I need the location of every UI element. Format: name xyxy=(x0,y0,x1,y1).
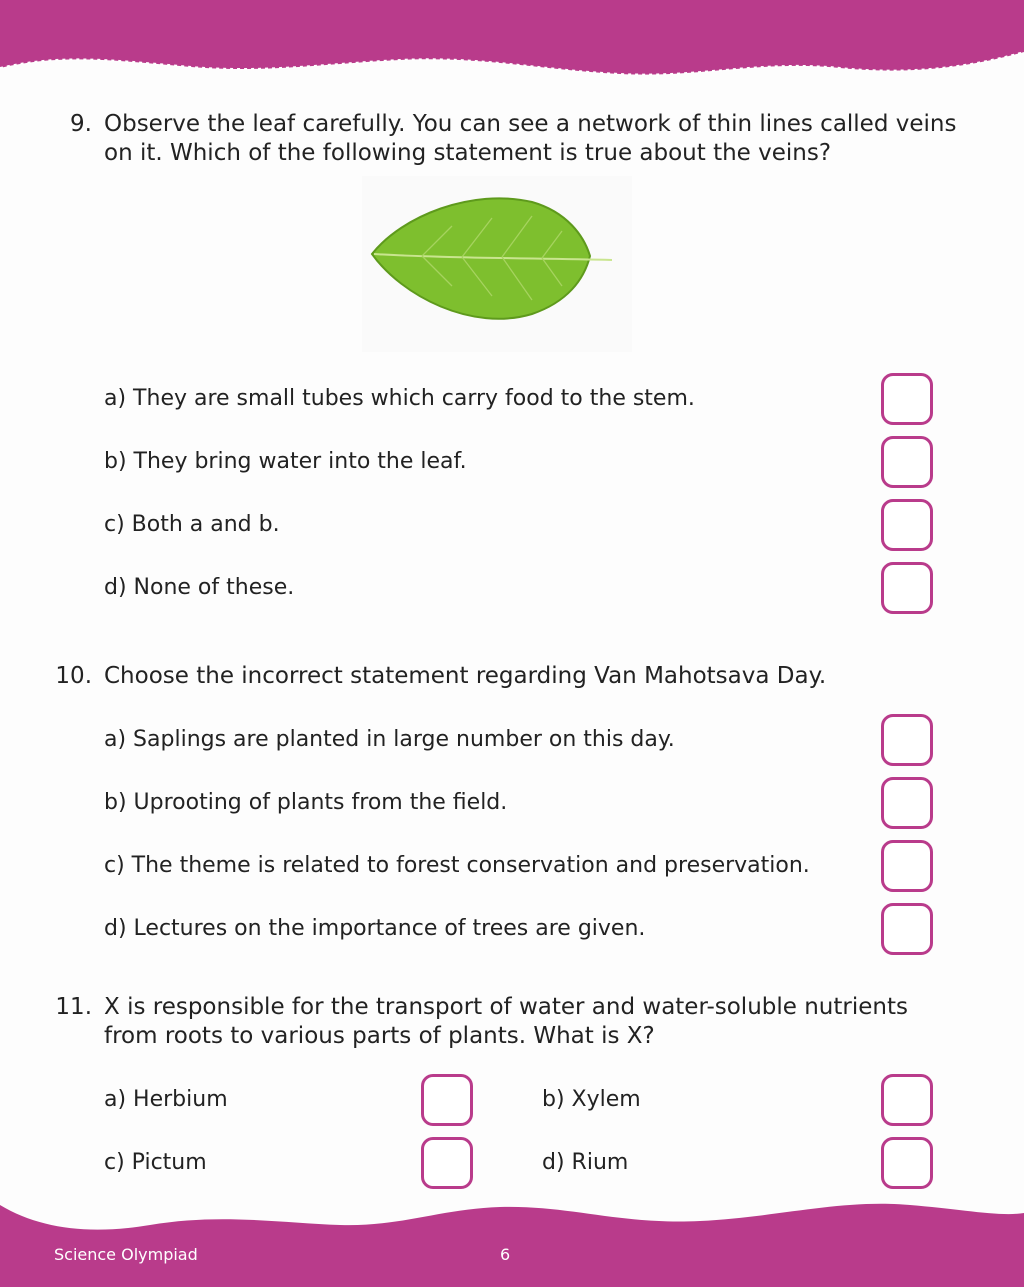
q11-option-a-checkbox[interactable] xyxy=(421,1074,473,1126)
footer-title: Science Olympiad xyxy=(54,1245,198,1264)
page-number: 6 xyxy=(500,1245,511,1264)
top-decorative-band xyxy=(0,0,1024,90)
q10-option-d: d) Lectures on the importance of trees are given. xyxy=(104,916,646,941)
question-9-text: Observe the leaf carefully. You can see a network of thin lines called veins on it. Which of the following statement is true about the veins? xyxy=(104,111,957,166)
leaf-icon xyxy=(362,176,632,352)
q10-option-a: a) Saplings are planted in large number on this day. xyxy=(104,727,675,752)
q9-option-a: a) They are small tubes which carry food to the stem. xyxy=(104,386,695,411)
q9-option-b: b) They bring water into the leaf. xyxy=(104,449,467,474)
q11-option-c-checkbox[interactable] xyxy=(421,1137,473,1189)
q9-option-d: d) None of these. xyxy=(104,575,295,600)
q10-option-a-checkbox[interactable] xyxy=(881,714,933,766)
q9-option-c: c) Both a and b. xyxy=(104,512,280,537)
q11-option-b-checkbox[interactable] xyxy=(881,1074,933,1126)
question-10-number: 10. xyxy=(55,663,92,689)
question-11-text: X is responsible for the transport of water and water-soluble nutrients from roots to various parts of plants. What is X? xyxy=(104,994,908,1049)
q11-option-b: b) Xylem xyxy=(542,1087,641,1112)
q10-option-c: c) The theme is related to forest conservation and preservation. xyxy=(104,853,810,878)
question-9-number: 9. xyxy=(70,111,92,137)
question-10-text: Choose the incorrect statement regarding Van Mahotsava Day. xyxy=(104,663,827,689)
q10-option-d-checkbox[interactable] xyxy=(881,903,933,955)
question-11-number: 11. xyxy=(55,994,92,1020)
q9-option-d-checkbox[interactable] xyxy=(881,562,933,614)
q11-option-c: c) Pictum xyxy=(104,1150,207,1175)
q11-option-a: a) Herbium xyxy=(104,1087,228,1112)
q10-option-b: b) Uprooting of plants from the field. xyxy=(104,790,508,815)
q10-option-b-checkbox[interactable] xyxy=(881,777,933,829)
q9-option-c-checkbox[interactable] xyxy=(881,499,933,551)
q10-option-c-checkbox[interactable] xyxy=(881,840,933,892)
q11-option-d-checkbox[interactable] xyxy=(881,1137,933,1189)
q11-option-d: d) Rium xyxy=(542,1150,629,1175)
q9-option-b-checkbox[interactable] xyxy=(881,436,933,488)
bottom-decorative-band xyxy=(0,1195,1024,1287)
q9-option-a-checkbox[interactable] xyxy=(881,373,933,425)
